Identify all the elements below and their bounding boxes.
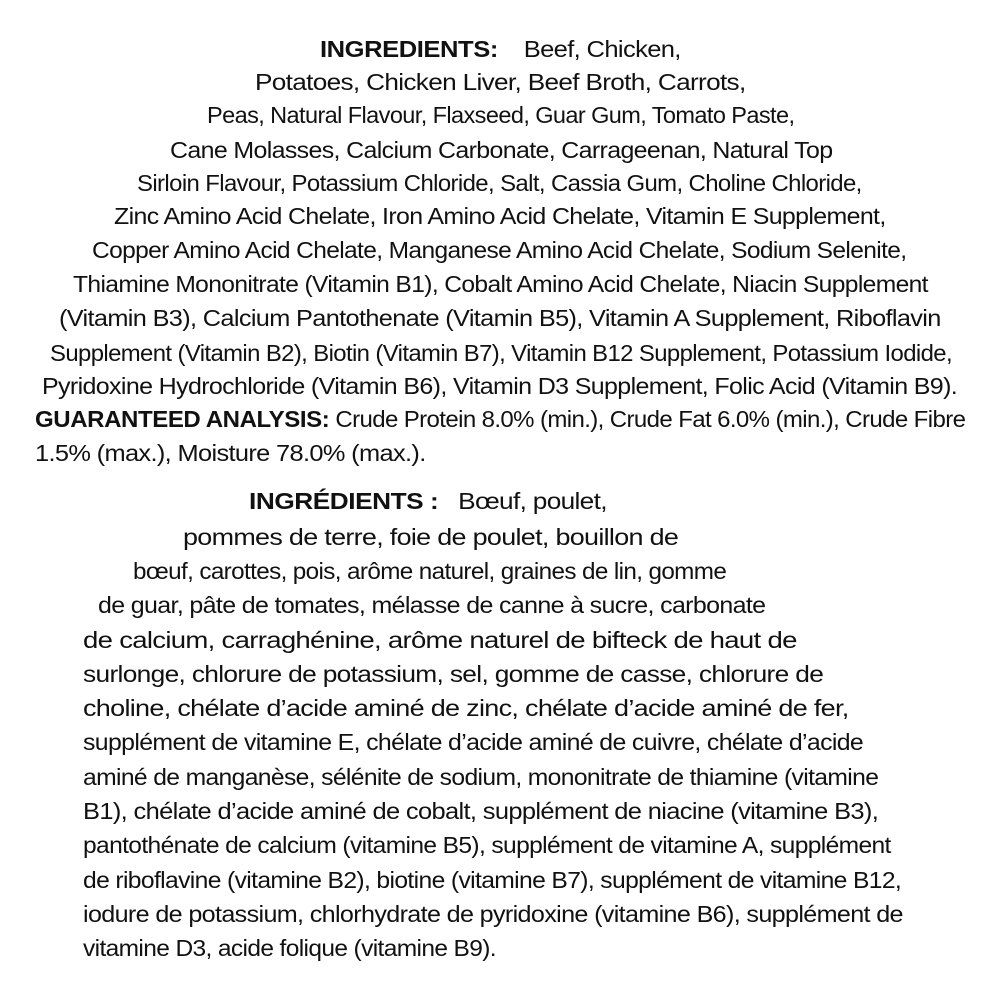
english-analysis-line-2: 1.5% (max.), Moisture 78.0% (max.). <box>35 440 426 466</box>
english-ingredients-line-3: Peas, Natural Flavour, Flaxseed, Guar Gum, Tomato Paste, <box>207 102 795 128</box>
english-ingredients-line-11: Pyridoxine Hydrochloride (Vitamin B6), Vitamin D3 Supplement, Folic Acid (Vitamin B9). <box>42 373 958 399</box>
english-ingredients-line-8: Thiamine Mononitrate (Vitamin B1), Cobalt Amino Acid Chelate, Niacin Supplement <box>73 271 928 297</box>
french-ingredients-line-1 <box>249 486 607 516</box>
english-ingredients-line-1 <box>320 34 681 64</box>
french-ingredients-line-6: surlonge, chlorure de potassium, sel, gomme de casse, chlorure de <box>83 661 824 687</box>
english-ingredients-line-2: Potatoes, Chicken Liver, Beef Broth, Carrots, <box>255 69 746 95</box>
english-analysis-text: Crude Protein 8.0% (min.), Crude Fat 6.0% (min.), Crude Fibre <box>335 406 966 432</box>
french-ingredients-line-11: pantothénate de calcium (vitamine B5), supplément de vitamine A, supplément <box>83 832 891 858</box>
french-ingredients-line-13: iodure de potassium, chlorhydrate de pyridoxine (vitamine B6), supplément de <box>83 901 903 927</box>
english-ingredients-line-7: Copper Amino Acid Chelate, Manganese Amino Acid Chelate, Sodium Selenite, <box>92 237 907 263</box>
french-ingredients-line-10: B1), chélate d’acide aminé de cobalt, supplément de niacine (vitamine B3), <box>83 798 879 824</box>
english-ingredients-line-6: Zinc Amino Acid Chelate, Iron Amino Acid Chelate, Vitamin E Supplement, <box>114 203 886 229</box>
english-ingredients-line-4: Cane Molasses, Calcium Carbonate, Carrageenan, Natural Top <box>170 137 833 163</box>
french-ingredients-line-4: de guar, pâte de tomates, mélasse de canne à sucre, carbonate <box>98 592 766 618</box>
french-ingredients-text: Bœuf, poulet, <box>458 488 607 514</box>
french-ingredients-line-3: bœuf, carottes, pois, arôme naturel, graines de lin, gomme <box>133 558 727 584</box>
french-ingredients-line-14: vitamine D3, acide folique (vitamine B9). <box>83 935 496 961</box>
english-ingredients-line-5: Sirloin Flavour, Potassium Chloride, Salt, Cassia Gum, Choline Chloride, <box>137 170 862 196</box>
french-ingredients-line-7: choline, chélate d’acide aminé de zinc, chélate d’acide aminé de fer, <box>83 695 849 721</box>
french-ingredients-line-2: pommes de terre, foie de poulet, bouillon de <box>183 524 679 550</box>
french-ingredients-heading: INGRÉDIENTS : <box>249 488 439 514</box>
french-ingredients-line-9: aminé de manganèse, sélénite de sodium, mononitrate de thiamine (vitamine <box>83 764 879 790</box>
english-analysis-heading: GUARANTEED ANALYSIS: <box>35 406 330 432</box>
french-ingredients-line-5: de calcium, carraghénine, arôme naturel de bifteck de haut de <box>83 627 797 653</box>
french-ingredients-line-12: de riboflavine (vitamine B2), biotine (vitamine B7), supplément de vitamine B12, <box>83 867 902 893</box>
english-ingredients-line-9: (Vitamin B3), Calcium Pantothenate (Vitamin B5), Vitamin A Supplement, Riboflavin <box>59 305 941 331</box>
english-ingredients-text: Beef, Chicken, <box>523 36 681 62</box>
english-ingredients-line-10: Supplement (Vitamin B2), Biotin (Vitamin B7), Vitamin B12 Supplement, Potassium Iodide, <box>50 340 952 366</box>
french-ingredients-line-8: supplément de vitamine E, chélate d’acide aminé de cuivre, chélate d’acide <box>83 729 864 755</box>
english-ingredients-heading: INGREDIENTS: <box>320 36 498 62</box>
english-analysis-line-1 <box>35 404 965 434</box>
